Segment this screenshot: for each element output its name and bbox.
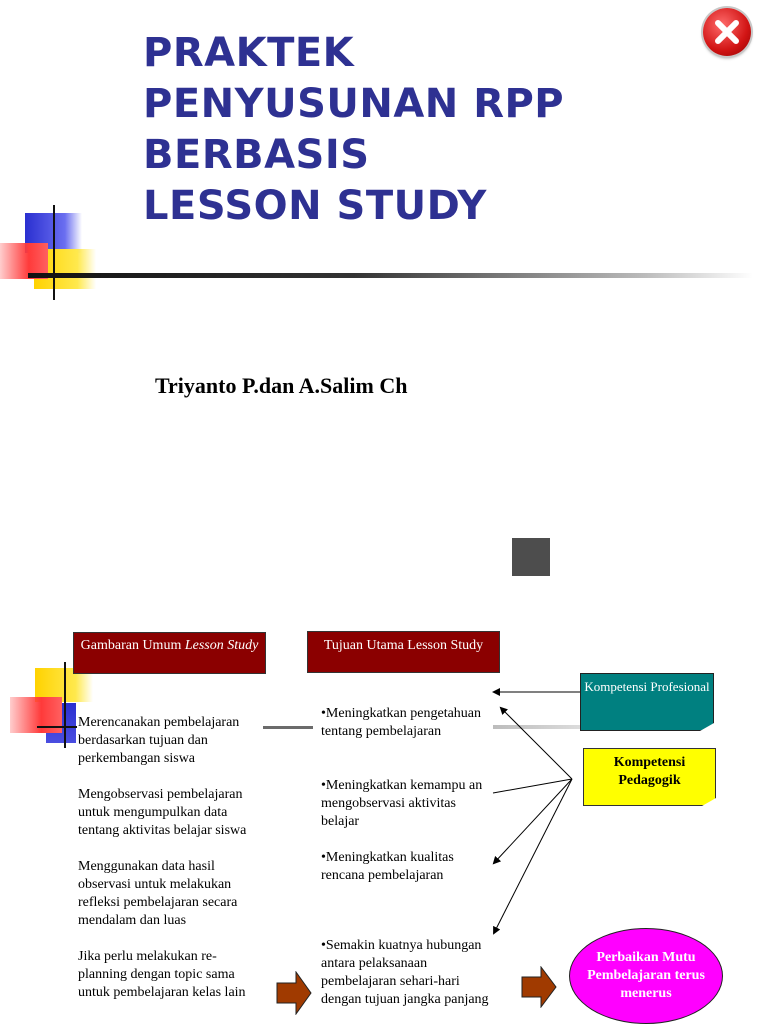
goal-item-1: •Meningkatkan pengetahuan tentang pembelajaran <box>321 706 482 739</box>
title-line-3: BERBASIS <box>143 132 370 178</box>
goal-item-4: •Semakin kuatnya hubungan antara pelaksanaan pembelajaran sehari-hari dengan tujuan jangka panjang <box>321 938 489 1007</box>
close-button[interactable] <box>703 8 751 56</box>
kompetensi-profesional-box <box>580 673 714 731</box>
arrow-to-goal-2 <box>493 779 572 793</box>
title-line-2: PENYUSUNAN RPP <box>143 81 565 127</box>
step-item-3: Menggunakan data hasil observasi untuk melakukan refleksi pembelajaran secara mendalam dan luas <box>78 859 238 928</box>
step-item-4: Jika perlu melakukan re-planning dengan topic sama untuk pembelajaran kelas lain <box>78 949 246 1000</box>
step-item-2: Mengobservasi pembelajaran untuk mengumpulkan data tentang aktivitas belajar siswa <box>78 787 247 838</box>
title-slide <box>0 0 768 440</box>
decor-vertical-line <box>53 205 55 300</box>
header-tujuan-utama: Tujuan Utama Lesson Study <box>307 631 500 673</box>
slide-title <box>143 28 683 232</box>
page-fold <box>702 798 716 806</box>
header-left-italic: Lesson Study <box>184 638 259 653</box>
connector-line-left <box>263 726 313 729</box>
step-item-1: Merencanakan pembelajaran berdasarkan tujuan dan perkembangan siswa <box>78 715 240 766</box>
title-line-4: LESSON STUDY <box>143 183 487 229</box>
lesson-study-steps <box>78 714 260 1020</box>
decor-horizontal-line-2 <box>37 726 77 728</box>
kompetensi-pedagogik-label: Kompetensi Pedagogik <box>613 755 686 788</box>
close-icon <box>703 8 751 56</box>
kompetensi-profesional-label: Kompetensi Profesional <box>584 679 710 694</box>
header-left-prefix: Gambaran Umum <box>80 638 185 653</box>
goal-item-2: •Meningkatkan kemampu an mengobservasi aktivitas belajar <box>321 778 483 829</box>
header-gambaran-umum <box>73 632 266 674</box>
decor-vertical-line-2 <box>64 662 66 748</box>
gray-square-marker <box>512 538 550 576</box>
goal-item-3: •Meningkatkan kualitas rencana pembelajaran <box>321 850 454 883</box>
page-fold <box>700 723 714 731</box>
arrow-to-goal-3 <box>494 779 572 863</box>
outcome-ellipse: Perbaikan Mutu Pembelajaran terus menerus <box>569 928 723 1024</box>
title-underline <box>28 273 753 278</box>
title-line-1: PRAKTEK <box>143 30 355 76</box>
block-arrow-right <box>521 966 557 1008</box>
kompetensi-pedagogik-box <box>583 748 716 806</box>
author-name: Triyanto P.dan A.Salim Ch <box>155 373 408 398</box>
arrow-to-goal-1b <box>501 708 572 779</box>
competency-arrows <box>480 680 590 940</box>
block-arrow-left <box>276 971 312 1015</box>
arrow-to-goal-4 <box>494 779 572 933</box>
